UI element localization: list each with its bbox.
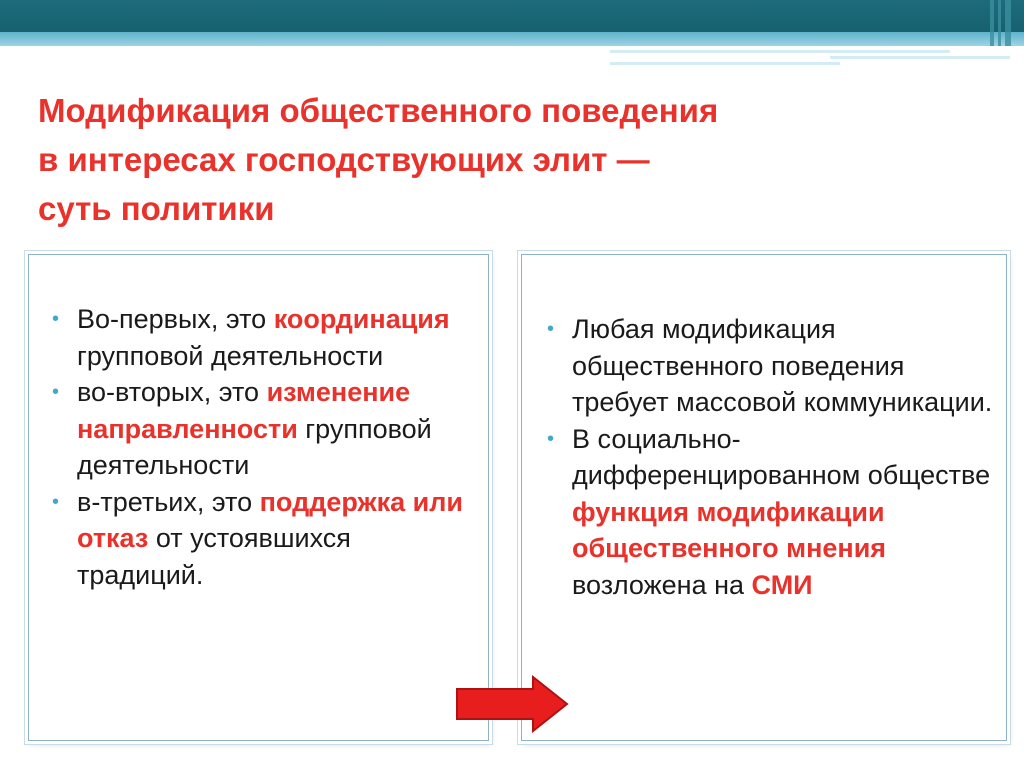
header-edge-stripe	[1005, 0, 1011, 46]
header-decor-lines	[610, 48, 1010, 68]
item-highlight-smi: СМИ	[751, 569, 813, 600]
item-highlight: поддержка или отказ	[77, 486, 464, 553]
item-text: во-вторых, это	[77, 377, 267, 407]
list-item	[52, 374, 482, 484]
page-title	[38, 86, 998, 233]
header-edge-stripe	[990, 0, 994, 46]
item-highlight: функция модификации общественного мнения	[572, 496, 887, 563]
bullet-icon: •	[547, 318, 555, 340]
bullet-icon: •	[52, 490, 60, 513]
header-edge-stripe	[998, 0, 1001, 46]
left-bullet-list	[52, 301, 482, 593]
header-band-dark	[0, 0, 1024, 32]
item-text: от устоявшихся традиций.	[77, 523, 351, 590]
title-line-2: в интересах господствующих элит —	[38, 141, 650, 178]
list-item	[52, 301, 482, 374]
item-text: Во-первых, это	[77, 304, 274, 334]
list-item	[547, 311, 1002, 421]
list-item	[52, 484, 482, 594]
item-highlight: изменение направленности	[77, 377, 411, 444]
bullet-icon: •	[547, 427, 555, 450]
title-line-1: Модификация общественного поведения	[38, 92, 719, 129]
bullet-icon: •	[52, 381, 60, 403]
item-text: Любая модификация общественного поведения требует массовой коммуникации.	[572, 314, 993, 417]
item-text: групповой деятельности	[77, 413, 432, 480]
item-text: возложена на	[572, 569, 752, 600]
right-arrow-icon	[455, 675, 571, 733]
title-line-3: суть политики	[38, 190, 275, 227]
item-text: групповой деятельности	[77, 340, 384, 371]
list-item	[547, 421, 1002, 604]
header-band-light	[0, 32, 1024, 46]
item-highlight: координация	[273, 304, 450, 334]
right-bullet-list	[547, 311, 1002, 603]
item-text: в-третьих, это	[77, 486, 260, 517]
bullet-icon: •	[52, 308, 60, 330]
item-text: В социально-дифференцированном обществе	[572, 423, 991, 490]
